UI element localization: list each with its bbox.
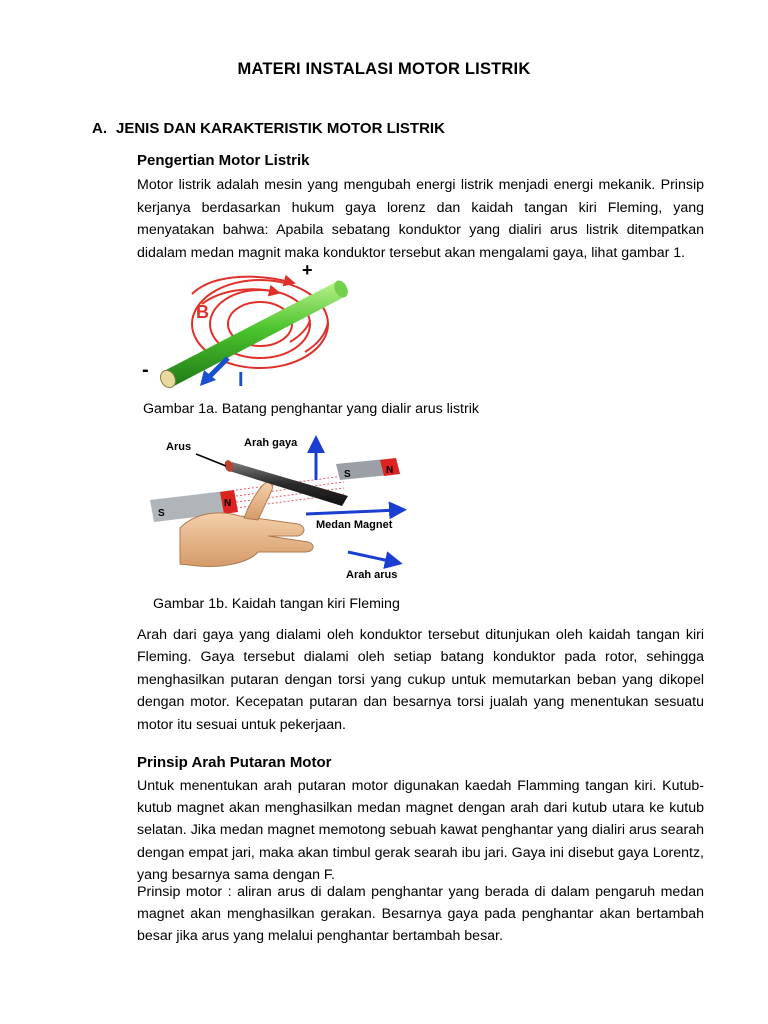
label-n-right: N	[386, 465, 394, 476]
section-heading-text: JENIS DAN KARAKTERISTIK MOTOR LISTRIK	[116, 120, 445, 137]
current-direction-arrow	[348, 552, 394, 562]
paragraph-fleming: Arah dari gaya yang dialami oleh konduktor tersebut ditunjukan oleh kaidah tangan kiri Fleming. Gaya tersebut dialami oleh setiap batang konduktor pada rotor, sehingga menghasilkan putaran dengan torsi yang cukup untuk memutarkan beban yang dikopel dengan motor. Kecepatan putaran dan besarnya torsi jualah yang menentukan sesuatu motor itu sesuai untuk pekerjaan.	[137, 627, 704, 733]
label-plus: +	[302, 262, 313, 280]
label-i: I	[238, 369, 244, 391]
conductor-rod-dark	[223, 459, 348, 506]
section-heading	[92, 120, 445, 137]
label-minus: -	[142, 359, 149, 381]
subheading-pengertian: Pengertian Motor Listrik	[137, 152, 310, 169]
paragraph-definition: Motor listrik adalah mesin yang mengubah energi listrik menjadi energi mekanik. Prinsip kerjanya berdasarkan hukum gaya lorenz dan kaidah tangan kiri Fleming, yang menyatakan bahwa: Apabila sebatang konduktor yang dialiri arus listrik ditempatkan didalam medan magnit maka konduktor tersebut akan mengalami gaya, lihat gambar 1.	[137, 177, 704, 261]
label-s-right: S	[344, 469, 351, 480]
paragraph-prinsip-motor: Prinsip motor : aliran arus di dalam penghantar yang berada di dalam pengaruh medan magnet akan menghasilkan gerakan. Besarnya gaya pada penghantar akan bertambah besar jika arus yang melalui penghantar bertambah besar.	[137, 884, 704, 945]
figure-1b-fleming	[148, 432, 416, 584]
caption-figure-1b: Gambar 1b. Kaidah tangan kiri Fleming	[153, 596, 400, 612]
figure-1a-conductor	[140, 262, 355, 394]
document-title: MATERI INSTALASI MOTOR LISTRIK	[237, 60, 531, 78]
paragraph-arah-putaran: Untuk menentukan arah putaran motor digunakan kaedah Flamming tangan kiri. Kutub-kutub magnet akan menghasilkan medan magnet dengan arah dari kutub utara ke kutub selatan. Jika medan magnet memotong sebuah kawat penghantar yang dialiri arus searah dengan empat jari, maka akan timbul gerak searah ibu jari. Gaya ini disebut gaya Lorentz, yang besarnya sama dengan F.	[137, 778, 704, 883]
label-n-left: N	[224, 498, 232, 509]
subheading-prinsip: Prinsip Arah Putaran Motor	[137, 754, 332, 771]
label-arah-arus: Arah arus	[346, 569, 398, 581]
conductor-rod	[158, 278, 351, 390]
caption-figure-1a: Gambar 1a. Batang penghantar yang dialir arus listrik	[143, 401, 479, 417]
section-letter: A.	[92, 120, 107, 137]
magnet-right	[336, 458, 400, 480]
label-arah-gaya: Arah gaya	[244, 437, 298, 449]
arus-pointer	[196, 454, 226, 466]
label-arus: Arus	[166, 441, 192, 453]
label-b: B	[196, 302, 209, 322]
label-s-left: S	[158, 508, 165, 519]
label-medan-magnet: Medan Magnet	[316, 519, 393, 531]
field-arrow	[306, 510, 398, 514]
